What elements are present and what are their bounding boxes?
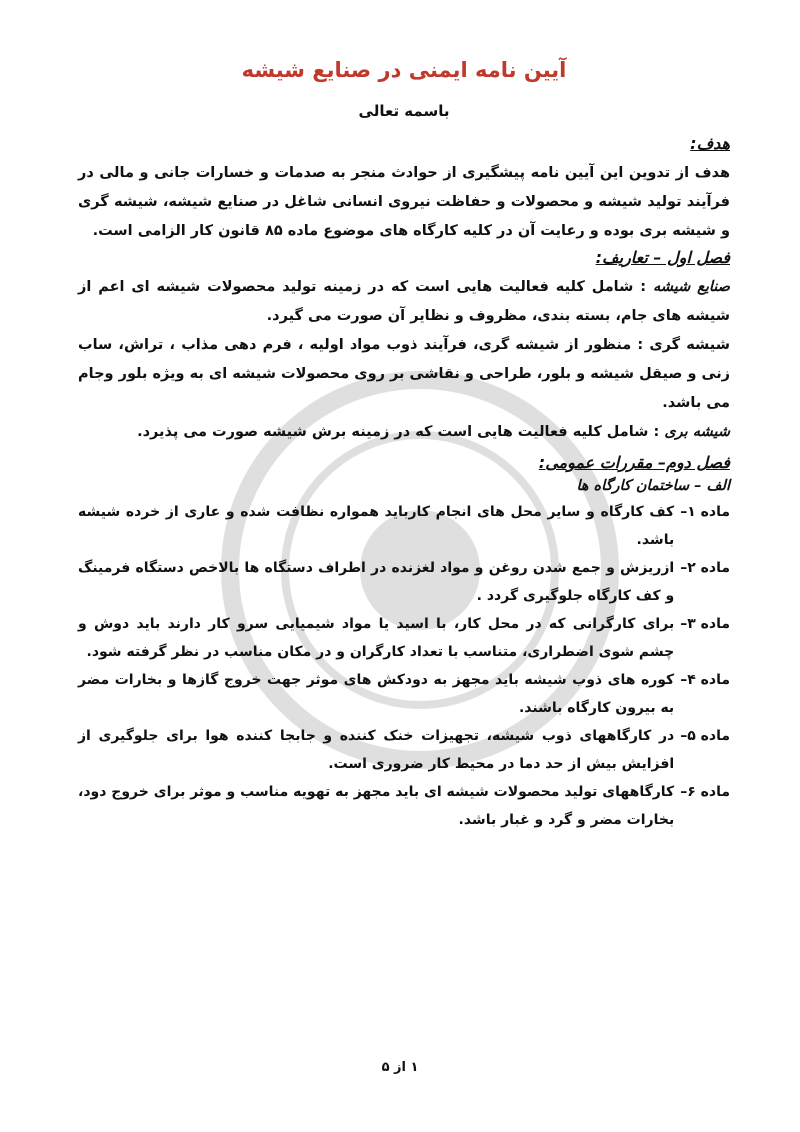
section2-subheading: الف – ساختمان کارگاه ها — [576, 478, 730, 494]
article-text: کوره های ذوب شیشه باید مجهز به دودکش های موثر جهت خروج گازها و بخارات مضر به بیرون کارگاه باشند. — [78, 672, 675, 716]
section2-heading: فصل دوم– مقررات عمومی: — [538, 453, 730, 472]
page-number: ۱ از ۵ — [381, 1060, 419, 1075]
article — [78, 498, 730, 554]
goal-text: هدف از تدوین این آیین نامه پیشگیری از حوادث منجر به صدمات و خسارات جانی و مالی در فرآیند تولید شیشه و محصولات و حفاظت نیروی انسانی شاغل در صنایع شیشه، شیشه گری و شیشه بری بوده و رعایت آن در کلیه کارگاه های موضوع ماده ۸۵ قانون کار الزامی است. — [78, 165, 730, 239]
definition-text: : شامل کلیه فعالیت هایی است که در زمینه تولید محصولات شیشه ای اعم از شیشه های جام، بسته بندی، مظروف و نظایر آن صورت می گیرد. — [78, 279, 730, 324]
document-body — [78, 58, 730, 834]
definition — [78, 331, 730, 418]
article-text: ازریزش و جمع شدن روغن و مواد لغزنده در اطراف دستگاه ها بالاخص دستگاه فرمینگ و کف کارگاه جلوگیری گردد . — [78, 560, 675, 604]
article-text: در کارگاههای ذوب شیشه، تجهیزات خنک کننده و جابجا کننده هوا برای جلوگیری از افزایش بیش از حد دما در محیط کار ضروری است. — [78, 728, 675, 772]
definition — [78, 418, 730, 447]
article-number: ماده ۱– — [680, 504, 730, 520]
article-number: ماده ۳– — [680, 616, 730, 632]
article — [78, 554, 730, 610]
article-number: ماده ۶– — [680, 784, 730, 800]
article — [78, 666, 730, 722]
article-number: ماده ۲– — [680, 560, 730, 576]
definition-term: شیشه بری — [664, 424, 730, 440]
goal-heading: هدف: — [690, 134, 730, 153]
article-number: ماده ۴– — [680, 672, 730, 688]
article-text: کف کارگاه و سایر محل های انجام کارباید همواره نظافت شده و عاری از خرده شیشه باشد. — [78, 504, 675, 548]
article — [78, 610, 730, 666]
article — [78, 722, 730, 778]
article-text: کارگاههای تولید محصولات شیشه ای باید مجهز به تهویه مناسب و موثر برای خروج دود، بخارات مضر و گرد و غبار باشد. — [78, 784, 675, 828]
definition-text: : منظور از شیشه گری، فرآیند ذوب مواد اولیه ، فرم دهی مذاب ، تراش، ساب زنی و صیقل شیشه و بلور، طراحی و نقاشی بر روی محصولات شیشه ای به ویژه بلور وجام می باشد. — [78, 337, 730, 411]
document-subtitle: باسمه تعالی — [358, 102, 450, 120]
definition-term: صنایع شیشه — [652, 279, 730, 295]
document-title: آیین نامه ایمنی در صنایع شیشه — [241, 58, 567, 82]
definition-term: شیشه گری — [649, 337, 730, 353]
section1-heading: فصل اول – تعاریف: — [595, 248, 730, 267]
article-text: برای کارگرانی که در محل کار، با اسید یا مواد شیمیایی سرو کار دارند باید دوش و چشم شوی اضطراری، متناسب با تعداد کارگران و در مکان مناسب در نظر گرفته شود. — [78, 616, 675, 660]
definition — [78, 273, 730, 331]
article-number: ماده ۵– — [680, 728, 730, 744]
article — [78, 778, 730, 834]
definition-text: : شامل کلیه فعالیت هایی است که در زمینه برش شیشه صورت می پذیرد. — [137, 424, 665, 440]
